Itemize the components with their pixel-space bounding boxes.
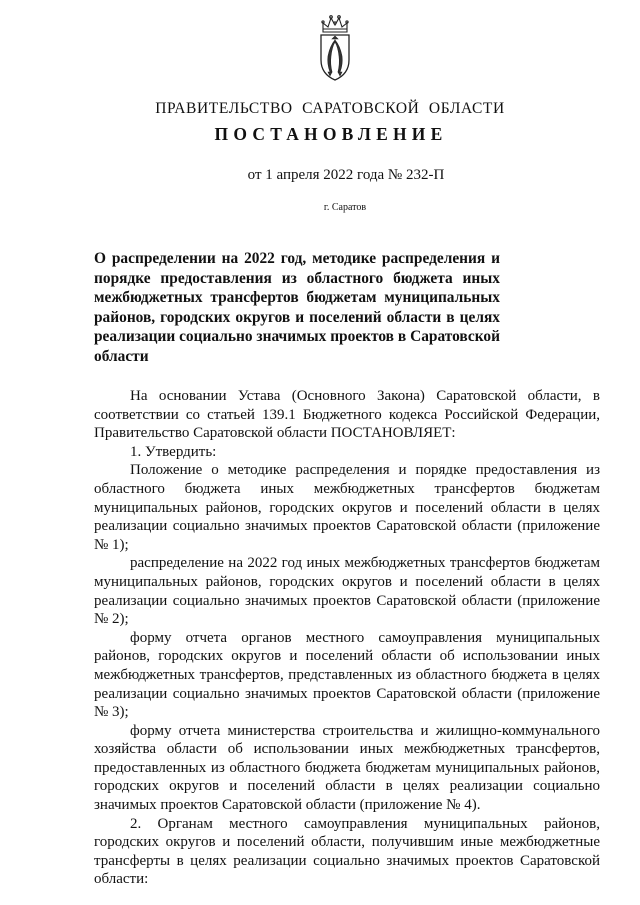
- body-paragraph: распределение на 2022 год иных межбюджетных трансфертов бюджетам муниципальных районов, городских округов и поселений области в целях реализации социально значимых проектов Саратовской области (приложение № 2);: [94, 555, 600, 628]
- body-paragraph: форму отчета министерства строительства и жилищно-коммунального хозяйства области об использовании иных межбюджетных трансфертов, предоставленных из областного бюджета бюджетам муниципальных районов, городских округов и поселений области в целях реализации социально значимых проектов Саратовской области (приложение № 4).: [94, 722, 600, 814]
- document-body: [94, 387, 600, 889]
- saratov-coat-of-arms-icon: [314, 12, 356, 82]
- body-paragraph: 1. Утвердить:: [130, 443, 217, 460]
- body-paragraph: 2. Органам местного самоуправления муниципальных районов, городских округов и поселений области, получившим иные межбюджетные трансферты в целях реализации социально значимых проектов Саратовской области:: [94, 815, 600, 888]
- document-subject: О распределении на 2022 год, методике распределения и порядке предоставления из областного бюджета иных межбюджетных трансфертов бюджетам муниципальных районов, городских округов и поселений области в целях реализации социально значимых проектов в Саратовской области: [94, 250, 500, 365]
- body-paragraph: На основании Устава (Основного Закона) Саратовской области, в соответствии со статьей 139.1 Бюджетного кодекса Российской Федерации, Правительство Саратовской области ПОСТАНОВЛЯЕТ:: [94, 388, 600, 442]
- government-title: ПРАВИТЕЛЬСТВО САРАТОВСКОЙ ОБЛАСТИ: [155, 100, 505, 117]
- document-date-number: от 1 апреля 2022 года № 232-П: [247, 167, 445, 183]
- document-type: ПОСТАНОВЛЕНИЕ: [214, 124, 448, 144]
- document-city: г. Саратов: [323, 202, 367, 213]
- body-paragraph: форму отчета органов местного самоуправления муниципальных районов, городских округов и поселений области об использовании иных межбюджетных трансфертов, представленных из областного бюджета в целях реализации социально значимых проектов Саратовской области (приложение № 3);: [94, 629, 600, 721]
- body-paragraph: Положение о методике распределения и порядке предоставления из областного бюджета иных межбюджетных трансфертов бюджетам муниципальных районов, городских округов и поселений области в целях реализации социально значимых проектов Саратовской области (приложение № 1);: [94, 462, 600, 553]
